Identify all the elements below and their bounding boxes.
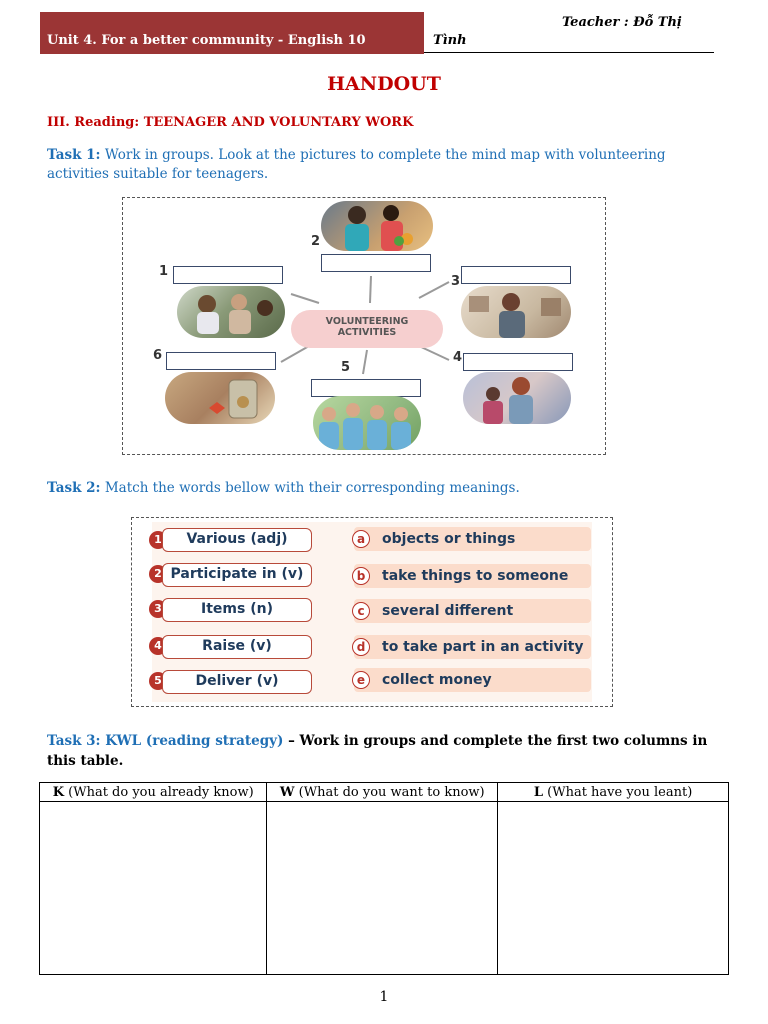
unit-title: Unit 4. For a better community - English 10 <box>47 33 366 48</box>
kwl-cell-w[interactable] <box>267 802 498 975</box>
l-letter: L <box>533 784 543 800</box>
page-number: 1 <box>379 989 389 1005</box>
arrow-5 <box>363 350 367 374</box>
meaning-e <box>354 668 591 692</box>
page-title: HANDOUT <box>327 73 441 95</box>
meaning-letter-e: e <box>352 671 370 689</box>
arrow-1 <box>291 294 319 303</box>
k-text: (What do you already know) <box>64 784 254 800</box>
teacher-name: Teacher : Đỗ Thị <box>562 15 682 30</box>
kwl-header-k <box>40 783 267 802</box>
task1-label: Task 1: <box>47 147 101 163</box>
photo-volunteer-group <box>313 396 421 450</box>
answer-box-1[interactable] <box>173 266 283 284</box>
meaning-d <box>354 635 591 659</box>
mm-number-3: 3 <box>451 274 461 289</box>
meaning-letter-d: d <box>352 638 370 656</box>
mind-map-center <box>291 310 443 348</box>
l-text: (What have you leant) <box>543 784 693 800</box>
meaning-a <box>354 527 591 551</box>
w-letter: W <box>279 784 295 800</box>
w-text: (What do you want to know) <box>294 784 485 800</box>
mind-map <box>122 197 606 455</box>
kwl-cell-l[interactable] <box>498 802 729 975</box>
answer-box-5[interactable] <box>311 379 421 397</box>
answer-box-2[interactable] <box>321 254 431 272</box>
arrow-3 <box>419 282 449 298</box>
word-number-5: 5 <box>149 672 167 690</box>
word-various: Various (adj) <box>162 528 312 552</box>
meaning-b <box>354 564 591 588</box>
task3-text: – Work in groups and complete the first two columns in this table. <box>47 733 708 769</box>
task2-instructions <box>47 480 520 496</box>
kwl-cell-k[interactable] <box>40 802 267 975</box>
header-rule <box>424 52 714 53</box>
kwl-header-w <box>267 783 498 802</box>
kwl-header-l <box>498 783 729 802</box>
photo-food-drive <box>321 201 433 251</box>
task1-instructions <box>47 146 727 184</box>
meaning-c <box>354 599 591 623</box>
task2-label: Task 2: <box>47 480 101 496</box>
word-number-2: 2 <box>149 565 167 583</box>
meaning-text-d: to take part in an activity <box>382 639 584 655</box>
word-deliver: Deliver (v) <box>162 670 312 694</box>
mm-number-4: 4 <box>453 350 463 365</box>
word-number-1: 1 <box>149 531 167 549</box>
meaning-letter-b: b <box>352 567 370 585</box>
answer-box-6[interactable] <box>166 352 276 370</box>
kwl-body-row <box>40 802 729 975</box>
kwl-header-row <box>40 783 729 802</box>
word-number-3: 3 <box>149 600 167 618</box>
word-raise: Raise (v) <box>162 635 312 659</box>
kwl-table <box>39 782 729 975</box>
meaning-text-a: objects or things <box>382 531 516 547</box>
task3-instructions <box>47 731 727 771</box>
mm-number-6: 6 <box>153 348 163 363</box>
meaning-text-e: collect money <box>382 672 492 688</box>
arrow-6 <box>281 346 309 362</box>
word-items: Items (n) <box>162 598 312 622</box>
arrow-4 <box>419 346 449 360</box>
meaning-letter-a: a <box>352 530 370 548</box>
word-participate-in: Participate in (v) <box>162 563 312 587</box>
mm-number-5: 5 <box>341 360 351 375</box>
matching-exercise <box>131 517 613 707</box>
task2-text: Match the words bellow with their corresponding meanings. <box>100 480 520 496</box>
photo-helping-children <box>177 286 285 338</box>
meaning-text-b: take things to someone <box>382 568 569 584</box>
center-line1: VOLUNTEERING <box>325 316 409 327</box>
photo-charity-store <box>463 372 571 424</box>
section-heading: III. Reading: TEENAGER AND VOLUNTARY WORK <box>47 115 414 130</box>
mm-number-1: 1 <box>159 264 169 279</box>
photo-donation-jar <box>165 372 275 424</box>
word-number-4: 4 <box>149 637 167 655</box>
k-letter: K <box>52 784 64 800</box>
task3-label: Task 3: KWL (reading strategy) <box>47 733 284 749</box>
meaning-text-c: several different <box>382 603 514 619</box>
meaning-letter-c: c <box>352 602 370 620</box>
teacher-name-cont: Tình <box>433 33 467 48</box>
mm-number-2: 2 <box>311 234 321 249</box>
answer-box-4[interactable] <box>463 353 573 371</box>
center-line2: ACTIVITIES <box>337 327 397 338</box>
task1-text: Work in groups. Look at the pictures to complete the mind map with volunteering activities suitable for teenagers. <box>47 147 666 182</box>
arrow-2 <box>370 276 371 303</box>
answer-box-3[interactable] <box>461 266 571 284</box>
photo-shop-volunteer <box>461 286 571 338</box>
